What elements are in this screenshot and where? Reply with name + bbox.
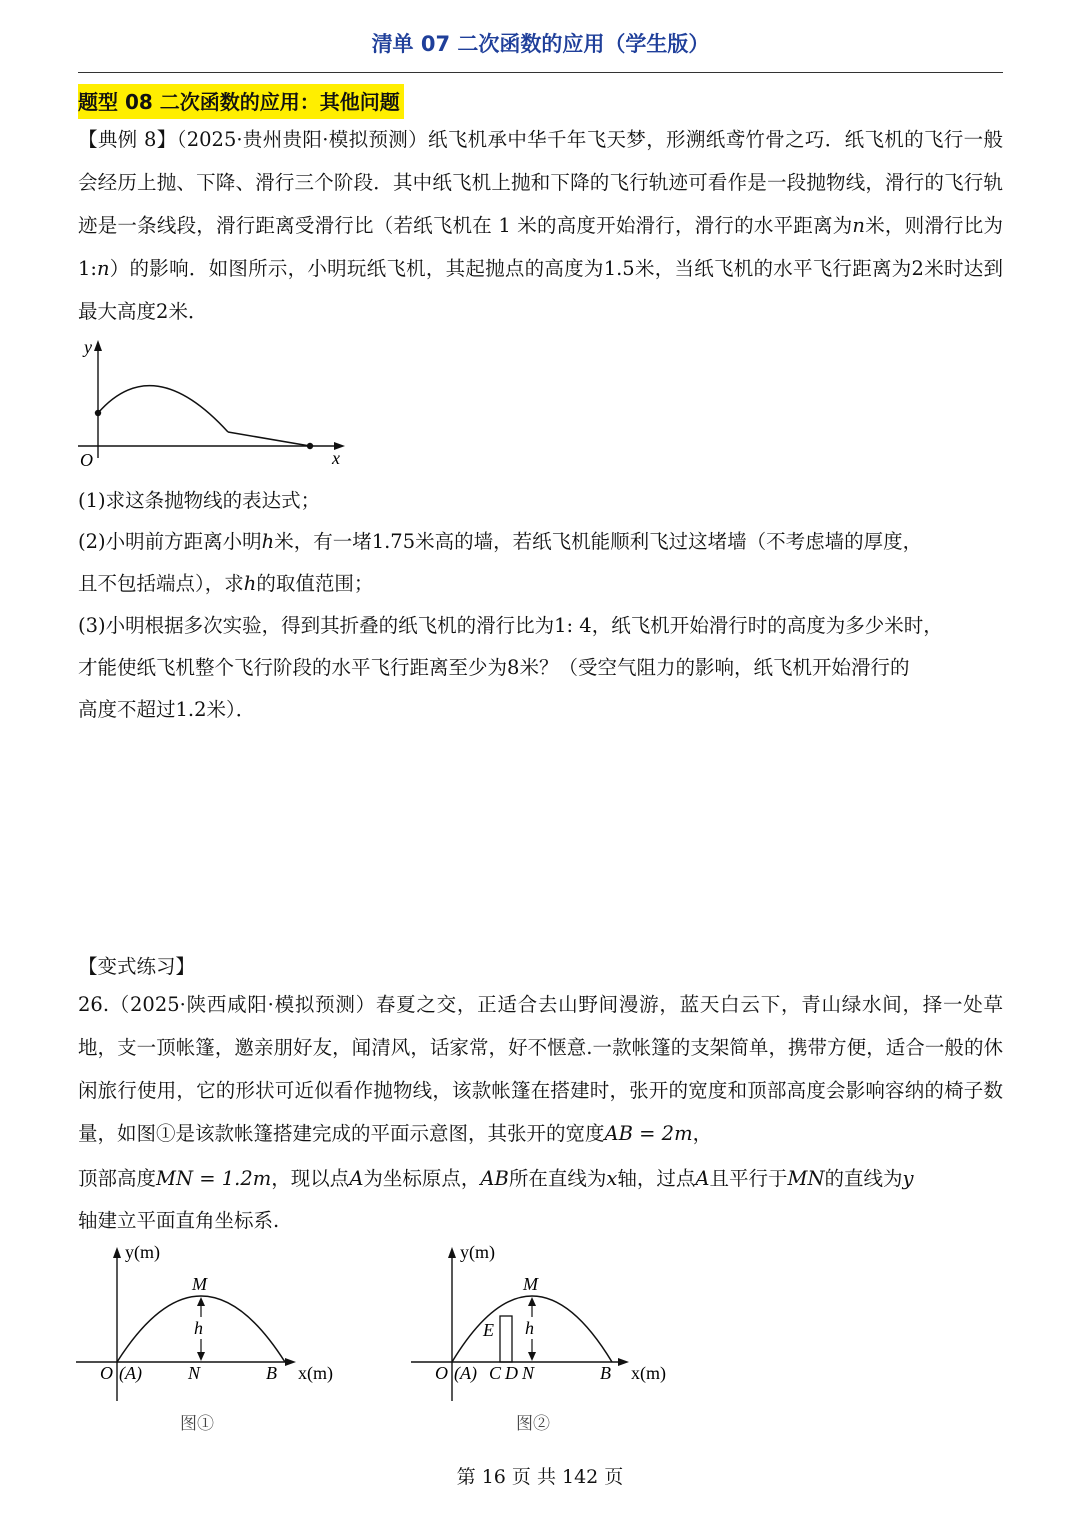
glide-segment [228, 432, 310, 446]
practice-paragraph: 26.（2025·陕西咸阳·模拟预测）春夏之交，正适合去山野间漫游，蓝天白云下，青山绿水间，择一处草地，支一顶帐篷，邀亲朋好友，闻清风，话家常，好不惬意.一款帐篷的支架简单，携带方便，适合一般的休闲旅行使用，它的形状可近似看作抛物线，该款帐篷在搭建时，张开的宽度和顶部高度会影响容纳的椅子数量，如图①是该款帐篷搭建完成的平面示意图，其张开的宽度AB = 2m， [78, 993, 1003, 1145]
x-axis-label: x [332, 448, 340, 468]
height-arrow-up [528, 1297, 536, 1306]
tent-figure-2 [405, 1236, 695, 1441]
x-axis-arrow [285, 1358, 296, 1366]
question-2-cont: 且不包括端点），求h的取值范围； [78, 572, 374, 595]
height-arrow-down [528, 1352, 536, 1361]
y-axis-arrow [113, 1247, 121, 1258]
c-label: C [489, 1363, 502, 1383]
section-title: 题型 08 二次函数的应用：其他问题 [78, 84, 404, 119]
y-axis-label: y(m) [460, 1242, 495, 1262]
origin-label: O [100, 1363, 113, 1383]
practice-title: 【变式练习】 [78, 955, 196, 978]
b-label: B [600, 1363, 611, 1383]
y-axis-arrow [94, 340, 102, 351]
header-divider [78, 72, 1003, 73]
x-axis-arrow [618, 1358, 629, 1366]
height-label: h [194, 1318, 203, 1338]
flight-parabola [98, 386, 228, 432]
x-axis-label: x(m) [631, 1363, 666, 1383]
practice-line-coordinates: 顶部高度MN = 1.2m，现以点A为坐标原点，AB所在直线为x轴，过点A且平行于MN的直线为y [78, 1167, 914, 1190]
example-paragraph: 【典例 8】（2025·贵州贵阳·模拟预测）纸飞机承中华千年飞天梦，形溯纸鸢竹骨之巧．纸飞机的飞行一般会经历上抛、下降、滑行三个阶段．其中纸飞机上抛和下降的飞行轨迹可看作是一段抛物线，滑行的飞行轨迹是一条线段，滑行距离受滑行比（若纸飞机在 1 米的高度开始滑行，滑行的水平距离为n米，则滑行比为1:n）的影响．如图所示，小明玩纸飞机，其起抛点的高度为1.5米，当纸飞机的水平飞行距离为2米时达到最大高度2米． [78, 128, 1003, 323]
height-arrow-down [197, 1352, 205, 1361]
page-header: 清单 07 二次函数的应用（学生版） [371, 32, 710, 56]
a-label: (A) [119, 1363, 142, 1383]
launch-point [95, 410, 101, 416]
height-arrow-up [197, 1297, 205, 1306]
practice-last-line: 轴建立平面直角坐标系. [78, 1209, 280, 1232]
figure-caption: 图② [516, 1414, 550, 1433]
example-label: 【典例 8】 [78, 128, 177, 151]
d-label: D [505, 1363, 518, 1383]
page-footer: 第 16 页 共 142 页 [456, 1466, 624, 1488]
vertex-label: M [192, 1274, 207, 1294]
b-label: B [266, 1363, 277, 1383]
vertex-label: M [523, 1274, 538, 1294]
question-2: (2)小明前方距离小明h米，有一堵1.75米高的墙，若纸飞机能顺利飞过这堵墙（不考虑墙的厚度， [78, 530, 923, 553]
x-axis-label: x(m) [298, 1363, 333, 1383]
tent-figure-1 [70, 1236, 350, 1441]
origin-label: O [435, 1363, 448, 1383]
y-axis-label: y(m) [125, 1242, 160, 1262]
practice-source: （2025·陕西咸阳·模拟预测） [109, 993, 376, 1016]
origin-label: O [80, 450, 93, 470]
landing-point [307, 443, 313, 449]
n-label: N [522, 1363, 535, 1383]
question-3: (3)小明根据多次实验，得到其折叠的纸飞机的滑行比为1: 4，纸飞机开始滑行时的高度为多少米时， [78, 614, 943, 637]
question-3-end: 高度不超过1.2米）． [78, 698, 256, 721]
practice-number: 26. [78, 993, 110, 1016]
example-source: （2025·贵州贵阳·模拟预测） [176, 128, 428, 151]
y-axis-label: y [84, 337, 92, 357]
y-axis-arrow [448, 1247, 456, 1258]
paper-plane-figure [70, 333, 360, 473]
a-label: (A) [454, 1363, 477, 1383]
e-label: E [483, 1320, 494, 1340]
figure-caption: 图① [180, 1414, 214, 1433]
n-label: N [188, 1363, 201, 1383]
question-1: (1)求这条抛物线的表达式； [78, 489, 321, 512]
height-label: h [525, 1318, 534, 1338]
question-3-cont: 才能使纸飞机整个飞行阶段的水平飞行距离至少为8米？（受空气阻力的影响，纸飞机开始滑行的 [78, 656, 910, 679]
chair-rectangle [500, 1316, 512, 1362]
